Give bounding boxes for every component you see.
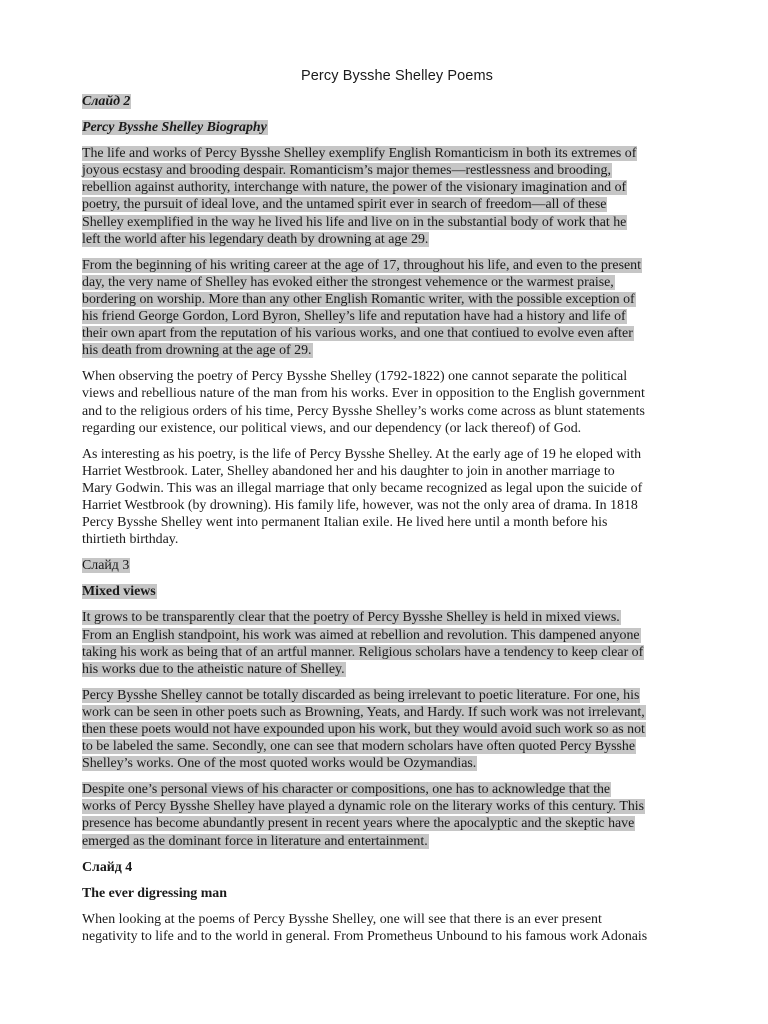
text-line	[82, 627, 714, 644]
section-heading	[82, 885, 714, 902]
text-line	[82, 557, 714, 574]
text-run: Shelley’s works. One of the most quoted works would be Ozymandias.	[82, 756, 477, 772]
text-run: negativity to life and to the world in general. From Prometheus Unbound to his famous work Adonais	[82, 928, 648, 944]
paragraph	[82, 257, 714, 360]
text-run: When looking at the poems of Percy Bysshe Shelley, one will see that there is an ever present	[82, 911, 602, 927]
text-run: Слайд 3	[82, 558, 130, 574]
text-line	[82, 755, 714, 772]
text-line	[82, 368, 714, 385]
text-line	[82, 342, 714, 359]
text-run: As interesting as his poetry, is the life of Percy Bysshe Shelley. At the early age of 19 he eloped with	[82, 446, 642, 462]
paragraph	[82, 145, 714, 248]
text-run: Percy Bysshe Shelley Biography	[82, 120, 267, 136]
section-heading	[82, 557, 714, 574]
text-run: day, the very name of Shelley has evoked either the strongest vehemence or the warmest praise,	[82, 274, 614, 290]
text-line	[82, 781, 714, 798]
paragraph	[82, 609, 714, 677]
text-run: work can be seen in other poets such as Browning, Yeats, and Hardy. If such work was not irrelevant,	[82, 704, 645, 720]
section-heading	[82, 119, 714, 136]
text-line	[82, 721, 714, 738]
text-line	[82, 480, 714, 497]
text-run: regarding our existence, our political views, and our dependency (or lack thereof) of God.	[82, 420, 582, 436]
text-line	[82, 420, 714, 437]
text-run: Mixed views	[82, 584, 156, 600]
text-line	[82, 885, 714, 902]
text-run: then these poets would not have expounded upon his work, but they would avoid such work so as not	[82, 722, 645, 737]
text-run: It grows to be transparently clear that the poetry of Percy Bysshe Shelley is held in mixed views.	[82, 610, 620, 626]
text-line	[82, 231, 714, 248]
text-line	[82, 463, 714, 480]
text-line	[82, 291, 714, 308]
section-heading	[82, 859, 714, 876]
text-run: Слайд 4	[82, 859, 133, 875]
text-run: When observing the poetry of Percy Bysshe Shelley (1792-1822) one cannot separate the political	[82, 369, 628, 385]
text-run: Shelley exemplified in the way he lived his life and live on in the substantial body of work that he	[82, 214, 627, 230]
document-body	[82, 93, 714, 954]
text-run: rebellion against authority, interchange with nature, the power of the visionary imagination and of	[82, 180, 627, 196]
text-run: From an English standpoint, his work was aimed at rebellion and revolution. This dampened anyone	[82, 627, 640, 643]
paragraph	[82, 368, 714, 436]
text-run: thirtieth birthday.	[82, 532, 179, 548]
text-run: Harriet Westbrook (by drowning). His family life, however, was not the only area of drama. In 1818	[82, 497, 638, 513]
text-run: their own apart from the reputation of his various works, and one that contiued to evolve even after	[82, 326, 633, 342]
text-line	[82, 738, 714, 755]
text-line	[82, 274, 714, 291]
text-run: The life and works of Percy Bysshe Shelley exemplify English Romanticism in both its extremes of	[82, 146, 637, 162]
text-run: works of Percy Bysshe Shelley have played a dynamic role on the literary works of this century. This	[82, 799, 645, 815]
text-run: his death from drowning at the age of 29.	[82, 343, 312, 359]
text-line	[82, 514, 714, 531]
text-line	[82, 911, 714, 928]
text-line	[82, 214, 714, 231]
document-title: Percy Bysshe Shelley Poems	[301, 68, 493, 84]
text-line	[82, 815, 714, 832]
text-line	[82, 162, 714, 179]
section-heading	[82, 583, 714, 600]
text-line	[82, 531, 714, 548]
text-line	[82, 325, 714, 342]
text-run: Percy Bysshe Shelley cannot be totally discarded as being irrelevant to poetic literature. For one, his	[82, 687, 640, 703]
text-run: Harriet Westbrook. Later, Shelley abandoned her and his daughter to join in another marriage to	[82, 463, 615, 479]
text-run: bordering on worship. More than any other English Romantic writer, with the possible exception of	[82, 291, 635, 307]
paragraph	[82, 911, 714, 945]
text-line	[82, 93, 714, 110]
text-run: Percy Bysshe Shelley went into permanent Italian exile. He lived here until a month before his	[82, 515, 608, 531]
text-run: to be labeled the same. Secondly, one can see that modern scholars have often quoted Percy Bysshe	[82, 739, 636, 755]
text-line	[82, 196, 714, 213]
paragraph	[82, 446, 714, 549]
text-line	[82, 704, 714, 721]
text-line	[82, 859, 714, 876]
text-run: emerged as the dominant force in literature and entertainment.	[82, 833, 428, 849]
text-run: poetry, the pursuit of ideal love, and the untamed spirit ever in search of freedom—all of these	[82, 197, 607, 213]
text-line	[82, 446, 714, 463]
text-run: From the beginning of his writing career at the age of 17, throughout his life, and even to the present	[82, 257, 641, 273]
text-line	[82, 583, 714, 600]
section-heading	[82, 93, 714, 110]
text-run: his works due to the atheistic nature of Shelley.	[82, 661, 345, 677]
text-line	[82, 687, 714, 704]
text-run: Mary Godwin. This was an illegal marriage that only became recognized as legal upon the suicide of	[82, 480, 643, 496]
text-line	[82, 798, 714, 815]
text-line	[82, 644, 714, 661]
text-run: and to the religious orders of his time, Percy Bysshe Shelley’s works come across as blunt statements	[82, 403, 645, 419]
paragraph	[82, 781, 714, 849]
text-line	[82, 385, 714, 402]
text-run: Despite one’s personal views of his character or compositions, one has to acknowledge that the	[82, 782, 611, 798]
text-line	[82, 928, 714, 945]
text-line	[82, 833, 714, 850]
text-line	[82, 179, 714, 196]
text-run: his friend George Gordon, Lord Byron, Shelley’s life and reputation have had a history and life of	[82, 309, 626, 325]
text-line	[82, 145, 714, 162]
text-line	[82, 661, 714, 678]
text-run: joyous ecstasy and brooding despair. Romanticism’s major themes—restlessness and brooding,	[82, 163, 611, 179]
text-line	[82, 119, 714, 136]
text-run: left the world after his legendary death by drowning at age 29.	[82, 231, 429, 247]
text-line	[82, 497, 714, 514]
text-line	[82, 308, 714, 325]
text-run: taking his work as being that of an artful manner. Religious scholars have a tendency to keep clear of	[82, 644, 644, 660]
text-run: presence has become abundantly present in recent years where the apocalyptic and the skeptic have	[82, 816, 635, 832]
paragraph	[82, 687, 714, 772]
text-run: The ever digressing man	[82, 885, 227, 901]
text-line	[82, 403, 714, 420]
text-run: views and rebellious nature of the man from his works. Ever in opposition to the English government	[82, 386, 645, 402]
text-line	[82, 257, 714, 274]
text-run: Слайд 2	[82, 94, 131, 109]
text-line	[82, 609, 714, 626]
